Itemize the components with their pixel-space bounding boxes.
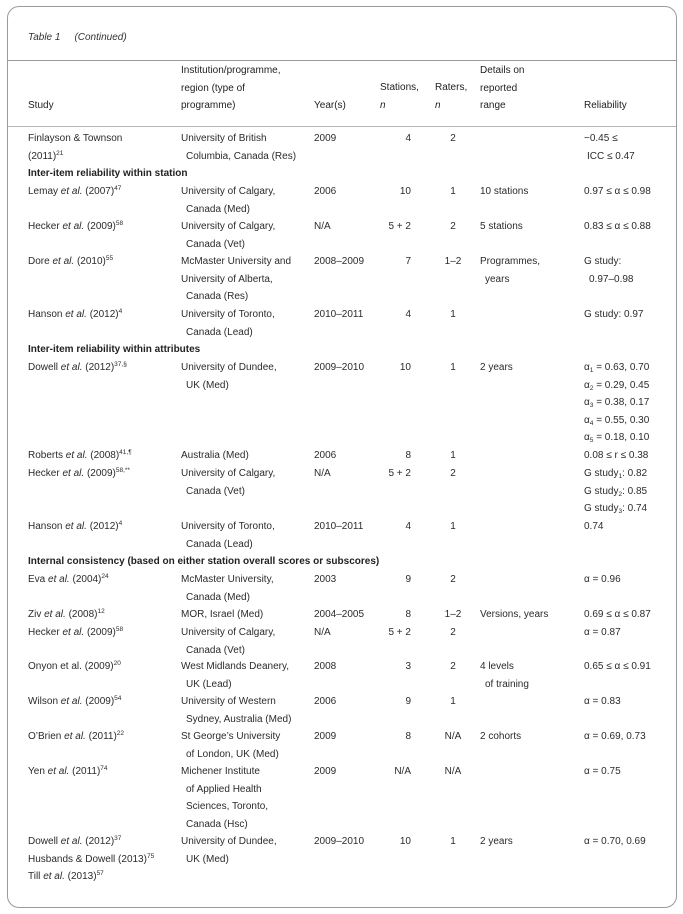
table-row-institution: West Midlands Deanery, UK (Lead) — [181, 661, 290, 690]
table-row-stations: 10 — [399, 836, 411, 847]
table-row-stations: 8 — [405, 450, 411, 461]
table-row-stations: 4 — [405, 521, 411, 532]
table-row-reliability: α = 0.87 — [584, 627, 621, 638]
table-row-stations: 10 — [399, 362, 411, 373]
table-row-raters: 2 — [450, 468, 456, 479]
table-row-study: Hanson et al. $(2012)^4$ — [28, 520, 123, 532]
table-row-details: 4 levels of training — [480, 661, 529, 690]
table-row-reliability: 0.83 ≤ α ≤ 0.88 — [584, 221, 651, 232]
table-row-details: 5 stations — [480, 221, 523, 232]
table-row-study: Dowell et al. $(2012)^{37,\S}$ — [28, 361, 127, 373]
table-row-institution: McMaster University and University of Alberta, Canada (Res) — [181, 256, 292, 303]
table-row-stations: 5 + 2 — [388, 468, 411, 479]
table-row-study: Wilson et al. $(2009)^{54}$ — [28, 695, 122, 707]
table-row-raters: 1–2 — [444, 609, 462, 620]
table-row-reliability: α = 0.83 — [584, 696, 621, 707]
table-row-institution: University of Calgary, Canada (Vet) — [181, 468, 276, 497]
table-row-institution: University of Calgary, Canada (Vet) — [181, 627, 276, 656]
table-frame — [7, 6, 677, 908]
caption-label: Table 1 — [28, 32, 61, 43]
header-institution: Institution/programme, region (type of programme) — [181, 65, 281, 112]
table-row-reliability: α = 0.75 — [584, 766, 621, 777]
table-row-raters: 1 — [450, 450, 456, 461]
table-row-reliability: 0.08 ≤ r ≤ 0.38 — [584, 450, 649, 461]
table-row-raters: 1 — [450, 836, 456, 847]
table-row-study: O’Brien et al. $(2011)^{22}$ — [28, 730, 125, 742]
table-row-study: Dore et al. $(2010)^{55}$ — [28, 255, 114, 267]
table-row-reliability: 0.97 ≤ α ≤ 0.98 — [584, 186, 651, 197]
table-row-year: 2009 — [314, 766, 337, 777]
header-year: Year(s) — [314, 100, 346, 111]
table-row-stations: 5 + 2 — [388, 627, 411, 638]
table-row-stations: 7 — [405, 256, 411, 267]
header-details: Details on reported range — [480, 65, 525, 112]
table-row-institution: Australia (Med) — [181, 450, 249, 461]
table-row-raters: 1–2 — [444, 256, 462, 267]
table-row-institution: University of British Columbia, Canada (Res) — [181, 133, 297, 162]
table-caption — [28, 32, 127, 43]
table-row-reliability: α = 0.70, 0.69 — [584, 836, 646, 847]
table-row-reliability: G study$_1$: 0.82 G study$_2$: 0.85 G study$_3$: 0.74 — [584, 468, 648, 516]
table-row-stations: 5 + 2 — [388, 221, 411, 232]
table-row-year: 2006 — [314, 450, 337, 461]
table-row-study: Roberts et al. $(2008)^{41,\P}$ — [28, 449, 132, 461]
table-row-reliability: 0.65 ≤ α ≤ 0.91 — [584, 661, 651, 672]
table-row-details: 2 cohorts — [480, 731, 522, 742]
table-row-details: Versions, years — [480, 609, 549, 620]
table-row-raters: 1 — [450, 696, 456, 707]
table-row-institution: University of Dundee, UK (Med) — [181, 362, 277, 391]
table-row-institution: University of Western Sydney, Australia (Med) — [181, 696, 292, 725]
table-row-year: 2009 — [314, 731, 337, 742]
table-row-institution: University of Calgary, Canada (Vet) — [181, 221, 276, 250]
section-heading: Internal consistency (based on either station overall scores or subscores) — [28, 556, 380, 567]
table-row-raters: N/A — [444, 766, 462, 777]
header-raters: Raters, n — [435, 82, 468, 111]
table-row-reliability: α = 0.69, 0.73 — [584, 731, 646, 742]
table-row-stations: 8 — [405, 731, 411, 742]
table-row-raters: 2 — [450, 627, 456, 638]
table-row-study: Eva et al. $(2004)^{24}$ — [28, 573, 109, 585]
top-rule — [8, 60, 676, 61]
table-row-details: 2 years — [480, 362, 513, 373]
table-row-institution: University of Toronto, Canada (Lead) — [181, 309, 275, 338]
table-row-study: Finlayson & Townson $(2011)^{21}$ — [28, 133, 123, 162]
table-row-reliability: α = 0.96 — [584, 574, 621, 585]
table-row-year: 2008–2009 — [314, 256, 365, 267]
table-row-raters: 1 — [450, 521, 456, 532]
table-row-raters: 1 — [450, 186, 456, 197]
table-row-raters: 2 — [450, 221, 456, 232]
table-row-raters: N/A — [444, 731, 462, 742]
table-row-year: 2006 — [314, 186, 337, 197]
table-row-stations: 8 — [405, 609, 411, 620]
table-row-study: Hecker et al. $(2009)^{58,**}$ — [28, 467, 130, 479]
table-row-raters: 1 — [450, 362, 456, 373]
table-row-study: Hanson et al. $(2012)^4$ — [28, 308, 123, 320]
header-rule — [8, 126, 676, 127]
section-heading: Inter-item reliability within attributes — [28, 344, 201, 355]
table-row-study: Yen et al. $(2011)^{74}$ — [28, 765, 108, 777]
table-row-details: 2 years — [480, 836, 513, 847]
table-row-reliability: 0.69 ≤ α ≤ 0.87 — [584, 609, 651, 620]
table-row-year: 2009 — [314, 133, 337, 144]
table-row-study: Onyon et al. $(2009)^{20}$ — [28, 660, 121, 672]
table-row-reliability: $\alpha_1 = 0.63$, 0.70 $\alpha_2 = 0.29$, 0.45 $\alpha_3 = 0.38$, 0.17 $\alpha_4 = 0.55$, 0.30 $\alpha_5 = 0.18$, 0.10 — [584, 362, 650, 445]
table-row-stations: 10 — [399, 186, 411, 197]
table-row-study: Dowell et al. $(2012)^{37}$ Husbands & Dowell $(2013)^{75}$ Till et al. $(2013)^{57}$ — [28, 835, 155, 883]
table-row-raters: 2 — [450, 661, 456, 672]
table-row-year: 2003 — [314, 574, 337, 585]
caption-continued: (Continued) — [74, 32, 127, 43]
table-row-stations: 3 — [405, 661, 411, 672]
table-row-institution: MOR, Israel (Med) — [181, 609, 264, 620]
table-row-institution: University of Dundee, UK (Med) — [181, 836, 277, 865]
table-row-year: 2004–2005 — [314, 609, 365, 620]
table-row-raters: 1 — [450, 309, 456, 320]
section-heading: Inter-item reliability within station — [28, 168, 188, 179]
table-row-year: 2006 — [314, 696, 337, 707]
table-row-stations: 4 — [405, 133, 411, 144]
table-row-year: N/A — [314, 468, 331, 479]
table-row-year: 2010–2011 — [314, 521, 364, 532]
header-study: Study — [28, 100, 54, 111]
table-row-details: 10 stations — [480, 186, 529, 197]
table-row-year: 2010–2011 — [314, 309, 364, 320]
table-row-institution: University of Calgary, Canada (Med) — [181, 186, 276, 215]
table-row-reliability: −0.45 ≤ ICC ≤ 0.47 — [584, 133, 635, 162]
table-row-year: 2009–2010 — [314, 836, 365, 847]
table-row-study: Hecker et al. $(2009)^{58}$ — [28, 626, 124, 638]
table-row-institution: St George’s University of London, UK (Med) — [181, 731, 281, 760]
table-row-study: Ziv et al. $(2008)^{12}$ — [28, 608, 105, 620]
table-row-institution: University of Toronto, Canada (Lead) — [181, 521, 275, 550]
header-reliability: Reliability — [584, 100, 627, 111]
table-row-year: 2008 — [314, 661, 337, 672]
table-row-reliability: 0.74 — [584, 521, 604, 532]
table-row-year: N/A — [314, 221, 331, 232]
table-row-stations: 9 — [405, 696, 411, 707]
table-row-raters: 2 — [450, 133, 456, 144]
table-row-year: N/A — [314, 627, 331, 638]
table-row-details: Programmes, years — [480, 256, 541, 285]
table-row-study: Hecker et al. $(2009)^{58}$ — [28, 220, 124, 232]
table-row-institution: McMaster University, Canada (Med) — [181, 574, 274, 603]
table-row-stations: 4 — [405, 309, 411, 320]
table-row-reliability: G study: 0.97–0.98 — [584, 256, 634, 285]
table-row-reliability: G study: 0.97 — [584, 309, 644, 320]
table-row-stations: N/A — [394, 766, 411, 777]
table-row-year: 2009–2010 — [314, 362, 365, 373]
table-row-raters: 2 — [450, 574, 456, 585]
table-row-institution: Michener Institute of Applied Health Sciences, Toronto, Canada (Hsc) — [181, 766, 269, 830]
table-row-stations: 9 — [405, 574, 411, 585]
header-stations: Stations, n — [380, 82, 419, 111]
table-row-study: Lemay et al. $(2007)^{47}$ — [28, 185, 122, 197]
